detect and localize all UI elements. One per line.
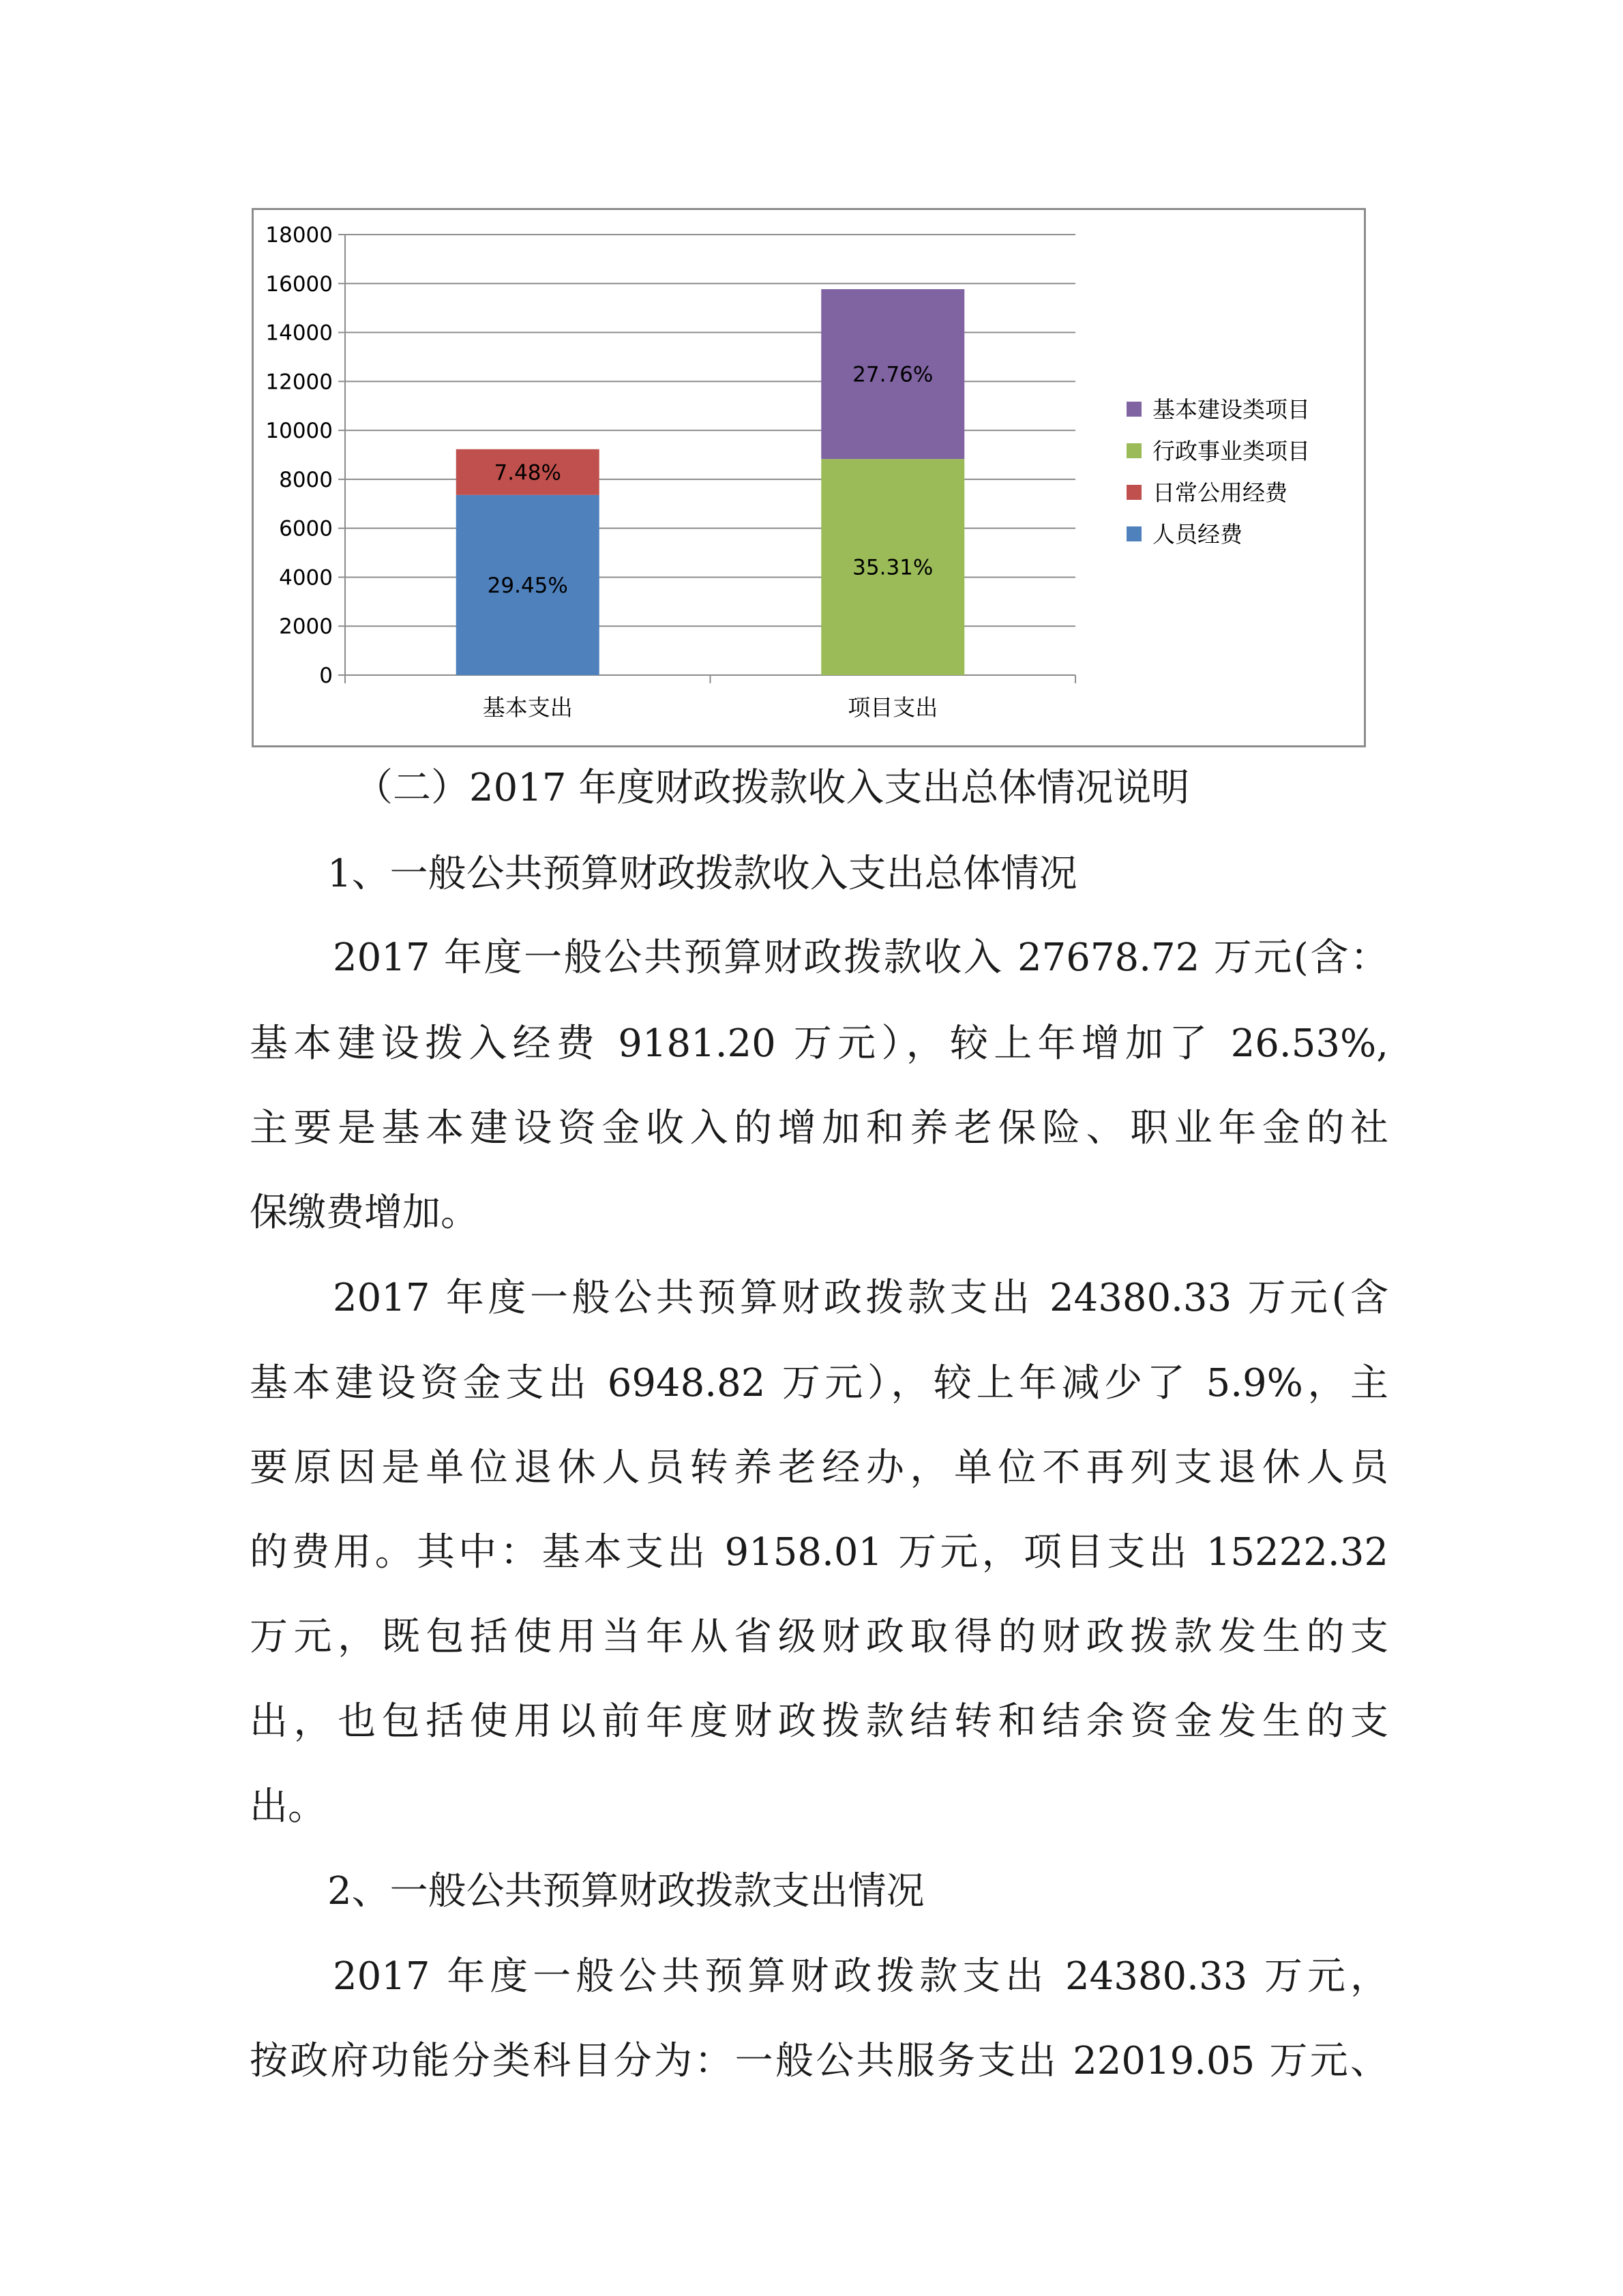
x-category-label: 基本支出 <box>482 694 573 721</box>
legend-swatch <box>1127 443 1142 458</box>
stacked-bar-chart <box>254 210 1364 745</box>
paragraph-line: 要原因是单位退休人员转养老经办，单位不再列支退休人员 <box>250 1446 1388 1490</box>
chart-container <box>252 208 1366 747</box>
paragraph-line: 出。 <box>250 1785 326 1829</box>
data-label: 7.48% <box>494 460 561 486</box>
y-tick-label: 12000 <box>265 370 333 395</box>
y-tick-label: 6000 <box>279 516 333 541</box>
legend-swatch <box>1127 402 1142 417</box>
sub1-heading: 1、一般公共预算财政拨款收入支出总体情况 <box>327 852 1077 896</box>
y-tick-label: 2000 <box>279 614 333 640</box>
paragraph-line: 按政府功能分类科目分为：一般公共服务支出 22019.05 万元、 <box>250 2039 1388 2083</box>
paragraph-line: 2017 年度一般公共预算财政拨款收入 27678.72 万元(含： <box>333 936 1388 980</box>
paragraph-line: 主要是基本建设资金收入的增加和养老保险、职业年金的社 <box>250 1106 1388 1150</box>
data-label: 27.76% <box>852 362 934 387</box>
y-tick-label: 16000 <box>265 271 333 297</box>
paragraph-line: 2017 年度一般公共预算财政拨款支出 24380.33 万元， <box>333 1954 1388 1999</box>
x-category-label: 项目支出 <box>848 694 938 721</box>
y-tick-label: 8000 <box>279 467 333 492</box>
data-label: 29.45% <box>487 573 568 598</box>
paragraph-line: 基本建设资金支出 6948.82 万元），较上年减少了 5.9%，主 <box>250 1361 1388 1405</box>
paragraph-line: 保缴费增加。 <box>250 1191 479 1235</box>
legend-label: 人员经费 <box>1152 521 1242 548</box>
legend-label: 行政事业类项目 <box>1152 438 1310 464</box>
paragraph-line: 2017 年度一般公共预算财政拨款支出 24380.33 万元(含 <box>333 1276 1388 1320</box>
legend-swatch <box>1127 526 1142 541</box>
y-tick-label: 18000 <box>265 223 333 248</box>
legend-label: 日常公用经费 <box>1152 479 1287 506</box>
sub2-heading: 2、一般公共预算财政拨款支出情况 <box>327 1869 925 1913</box>
paragraph-line: 出，也包括使用以前年度财政拨款结转和结余资金发生的支 <box>250 1699 1388 1744</box>
data-label: 35.31% <box>852 555 934 580</box>
paragraph-line: 的费用。其中：基本支出 9158.01 万元，项目支出 15222.32 <box>250 1530 1388 1575</box>
paragraph-line: 基本建设拨入经费 9181.20 万元），较上年增加了 26.53%, <box>250 1022 1388 1066</box>
y-tick-label: 10000 <box>265 419 333 444</box>
y-tick-label: 4000 <box>279 565 333 591</box>
legend-label: 基本建设类项目 <box>1152 396 1310 423</box>
section-heading: （二）2017 年度财政拨款收入支出总体情况说明 <box>355 766 1190 810</box>
y-tick-label: 0 <box>319 664 333 688</box>
legend-swatch <box>1127 485 1142 500</box>
paragraph-line: 万元，既包括使用当年从省级财政取得的财政拨款发生的支 <box>250 1615 1388 1659</box>
y-tick-label: 14000 <box>265 320 333 346</box>
